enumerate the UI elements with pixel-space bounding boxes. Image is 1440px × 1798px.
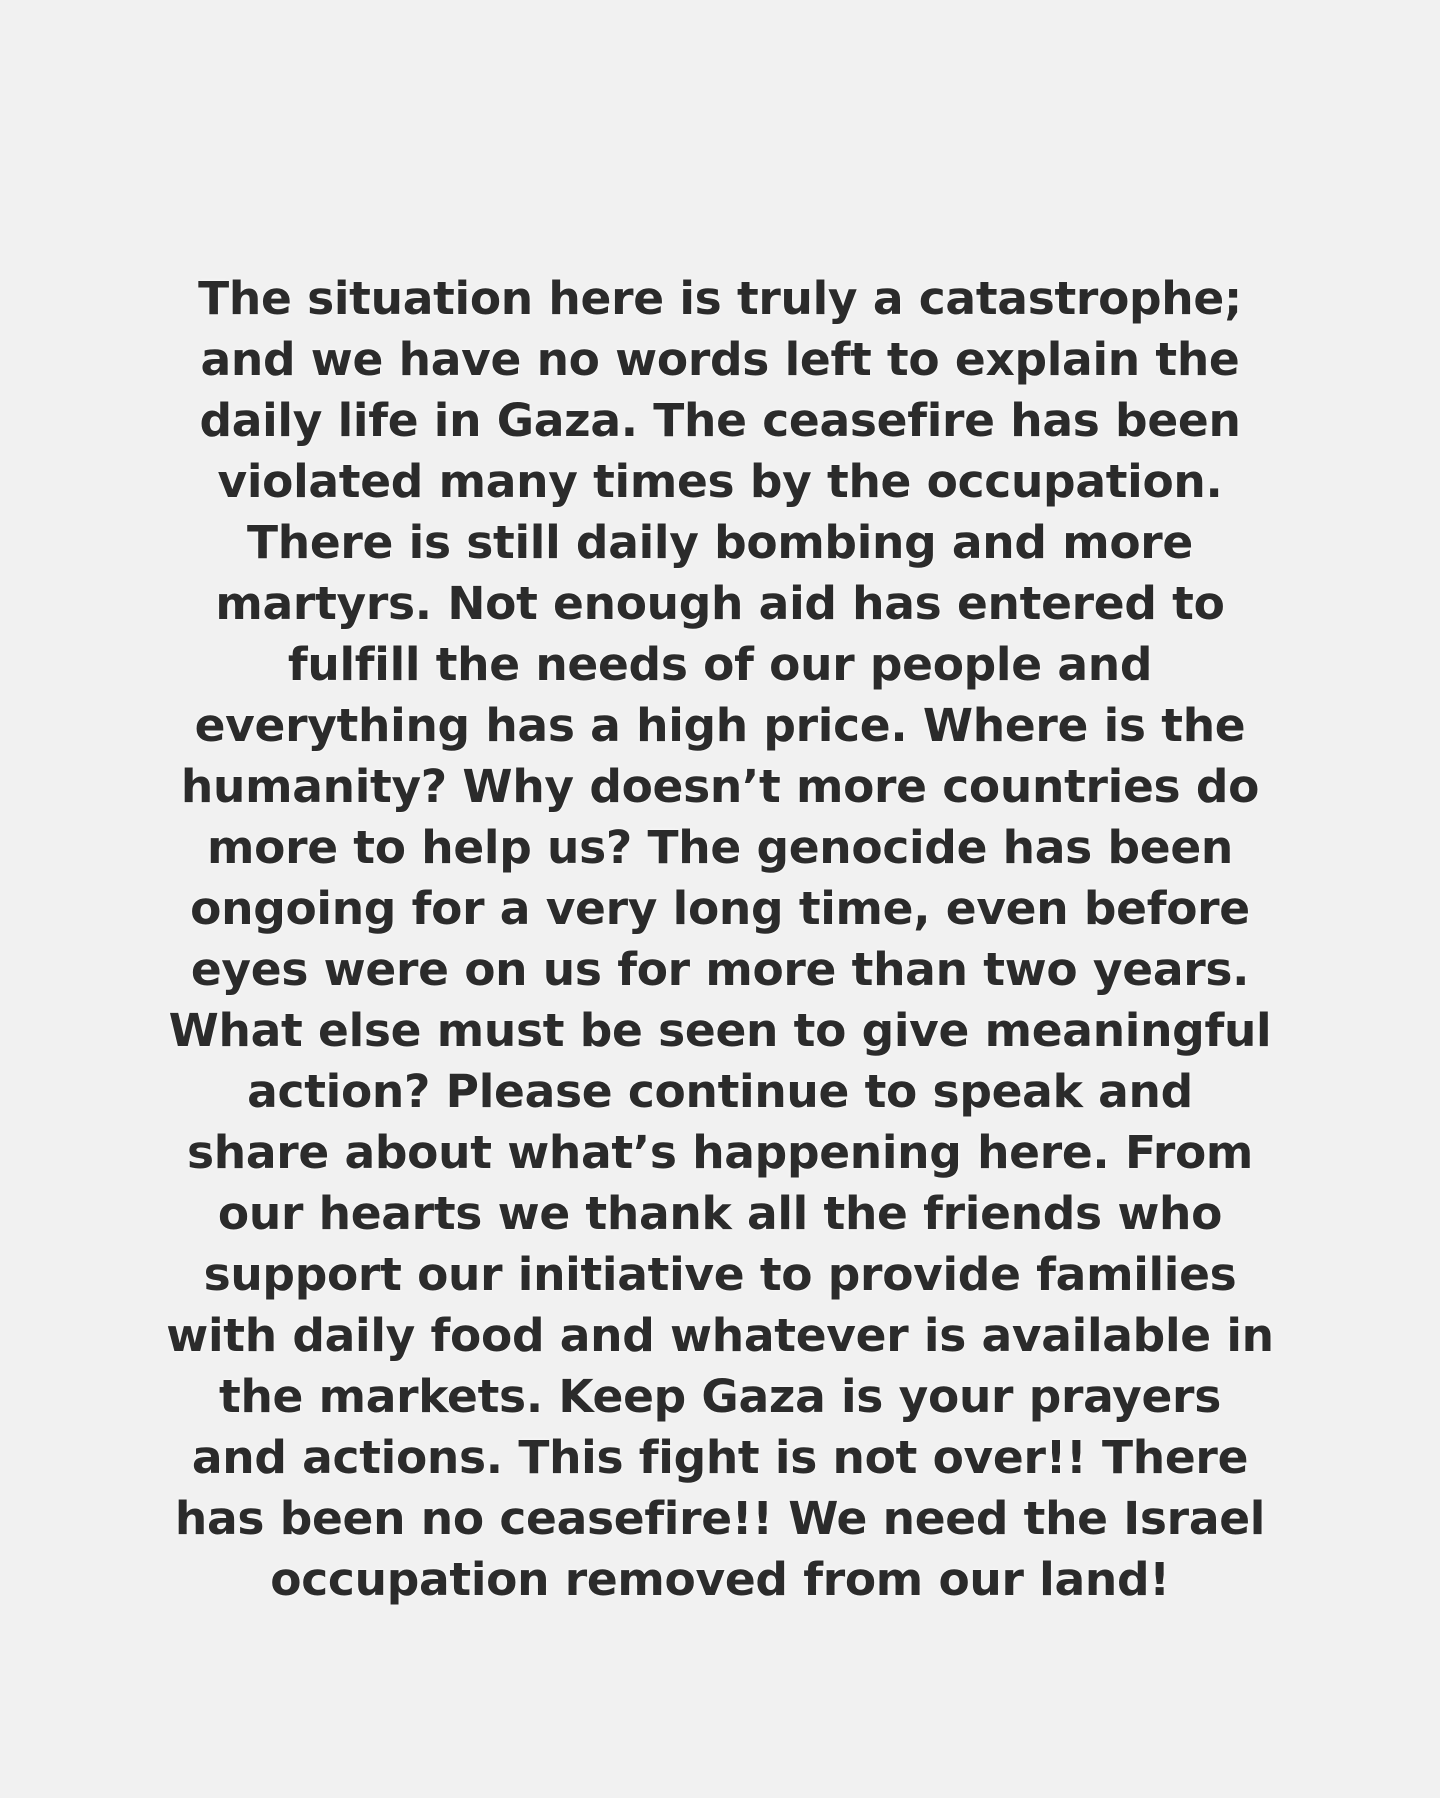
story-line: and actions. This fight is not over!! There [191,1431,1249,1484]
story-line: support our initiative to provide families [203,1248,1237,1301]
story-line: our hearts we thank all the friends who [217,1187,1223,1240]
story-line: daily life in Gaza. The ceasefire has been [199,394,1241,447]
story-line: humanity? Why doesn’t more countries do [180,760,1260,813]
story-line: occupation removed from our land! [270,1553,1170,1606]
story-line: martyrs. Not enough aid has entered to [215,577,1225,630]
story-line: more to help us? The genocide has been [207,821,1233,874]
story-line: ongoing for a very long time, even before [190,882,1250,935]
story-line: What else must be seen to give meaningful [168,1004,1272,1057]
story-line: with daily food and whatever is available in [166,1309,1274,1362]
story-line: everything has a high price. Where is the [194,699,1246,752]
story-line: the markets. Keep Gaza is your prayers [219,1370,1221,1423]
story-line: There is still daily bombing and more [247,516,1193,569]
story-line: action? Please continue to speak and [247,1065,1193,1118]
story-line: eyes were on us for more than two years. [190,943,1250,996]
story-line: share about what’s happening here. From [186,1126,1254,1179]
story-line: violated many times by the occupation. [217,455,1223,508]
story-line: and we have no words left to explain the [200,333,1240,386]
story-line: has been no ceasefire!! We need the Israel [174,1492,1266,1545]
story-line: fulfill the needs of our people and [287,638,1153,691]
story-text-block [120,268,1320,1610]
story-line: The situation here is truly a catastrophe; [198,272,1242,325]
